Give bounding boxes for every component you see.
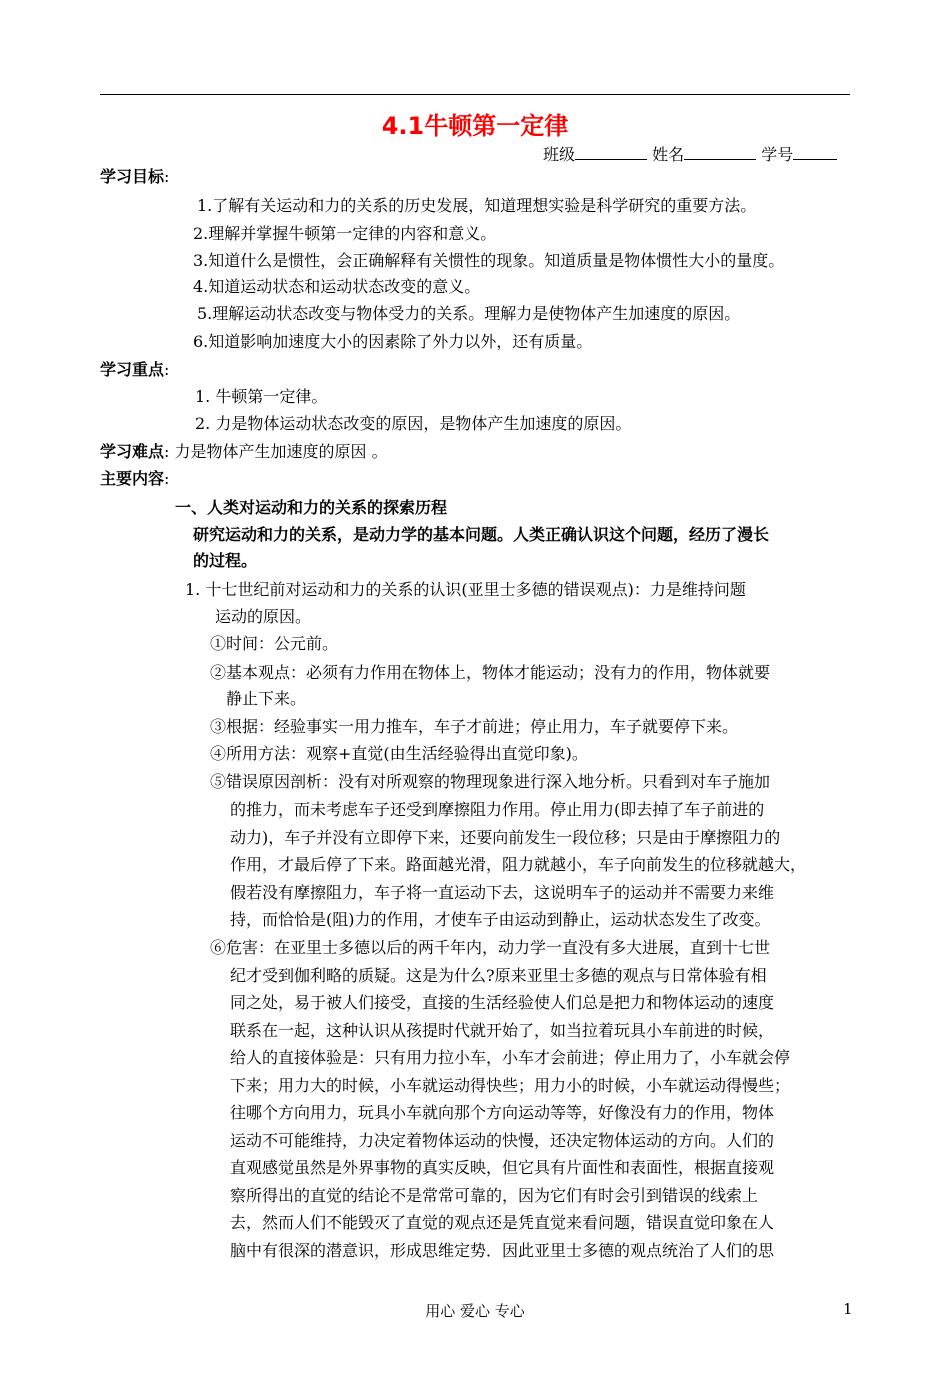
sub-item-line: 往哪个方向用力，玩具小车就向那个方向运动等等，好像没有力的作用，物体: [230, 1103, 775, 1122]
objective-item: 6.知道影响加速度大小的因素除了外力以外，还有质量。: [193, 332, 593, 351]
sub-item-line: 静止下来。: [226, 689, 307, 708]
difficulty-line: [100, 441, 388, 463]
page-title: 4.1牛顿第一定律: [381, 112, 569, 140]
objectives-heading: 学习目标: [100, 167, 165, 186]
objective-item: 3.知道什么是惯性，会正确解释有关惯性的现象。知道质量是物体惯性大小的量度。: [193, 251, 785, 270]
sub-item-line: ④所用方法：观察+直觉(由生活经验得出直觉印象)。: [210, 744, 588, 763]
sub-item-line: 作用，才最后停了下来。路面越光滑，阻力就越小，车子向前发生的位移就越大，: [230, 855, 807, 874]
keypoint-item: 2. 力是物体运动状态改变的原因，是物体产生加速度的原因。: [195, 414, 632, 433]
objectives-colon: :: [164, 167, 170, 186]
sub-item-line: ⑥危害：在亚里士多德以后的两千年内，动力学一直没有多大进展，直到十七世: [210, 938, 771, 957]
sub-item-line: 持，而恰恰是(阻)力的作用，才使车子由运动到静止，运动状态发生了改变。: [230, 910, 771, 929]
main-heading-line: [100, 468, 169, 490]
header-rule: [100, 94, 850, 95]
sub-item-line: ⑤错误原因剖析：没有对所观察的物理现象进行深入地分析。只看到对车子施加: [210, 772, 771, 791]
item1-line: 运动的原因。: [215, 607, 312, 626]
objective-item: 2.理解并掌握牛顿第一定律的内容和意义。: [193, 224, 497, 243]
class-label: 班级: [543, 145, 576, 164]
sub-item-line: 直观感觉虽然是外界事物的真实反映，但它具有片面性和表面性，根据直接观: [230, 1158, 775, 1177]
difficulty-text: : 力是物体产生加速度的原因 。: [164, 442, 388, 461]
footer-motto: 用心 爱心 专心: [425, 1302, 525, 1320]
objective-item: 5.理解运动状态改变与物体受力的关系。理解力是使物体产生加速度的原因。: [197, 304, 741, 323]
page-number: 1: [843, 1300, 853, 1318]
sub-item-line: ③根据：经验事实一用力推车，车子才前进；停止用力，车子就要停下来。: [210, 717, 739, 736]
keypoints-colon: :: [164, 360, 170, 379]
sub-item-line: 动力)，车子并没有立即停下来，还要向前发生一段位移；只是由于摩擦阻力的: [230, 828, 781, 847]
keypoint-item: 1. 牛顿第一定律。: [195, 387, 328, 406]
sub-item-line: 假若没有摩擦阻力，车子将一直运动下去，这说明车子的运动并不需要力来维: [230, 883, 775, 902]
sub-item-line: 同之处，易于被人们接受，直接的生活经验使人们总是把力和物体运动的速度: [230, 993, 775, 1012]
intro-line: 研究运动和力的关系，是动力学的基本问题。人类正确认识这个问题，经历了漫长: [193, 525, 770, 544]
sub-item-line: 的推力，而未考虑车子还受到摩擦阻力作用。停止用力(即去掉了车子前进的: [230, 800, 765, 819]
sub-item-line: 去，然而人们不能毁灭了直觉的观点还是凭直觉来看问题，错误直觉印象在人: [230, 1213, 775, 1232]
main-heading: 主要内容: [100, 469, 165, 488]
difficulty-heading: 学习难点: [100, 442, 165, 461]
id-blank[interactable]: [793, 145, 837, 160]
sub-item-line: 运动不可能维持，力决定着物体运动的快慢，还决定物体运动的方向。人们的: [230, 1131, 775, 1150]
keypoints-heading: 学习重点: [100, 360, 165, 379]
sub-item-line: 下来；用力大的时候，小车就运动得快些；用力小的时候，小车就运动得慢些；: [230, 1076, 791, 1095]
section-title: 一、人类对运动和力的关系的探索历程: [175, 498, 448, 517]
sub-item-line: ②基本观点：必须有力作用在物体上，物体才能运动；没有力的作用，物体就要: [210, 663, 771, 682]
main-colon: :: [164, 469, 170, 488]
intro-line: 的过程。: [193, 551, 258, 570]
name-label: 姓名: [652, 145, 685, 164]
objective-item: 4.知道运动状态和运动状态改变的意义。: [193, 277, 481, 296]
sub-item-line: ①时间：公元前。: [210, 634, 339, 653]
objectives-heading-line: [100, 166, 169, 188]
student-info-fields: [543, 142, 837, 165]
name-blank[interactable]: [684, 145, 756, 160]
class-blank[interactable]: [575, 145, 647, 160]
sub-item-line: 察所得出的直觉的结论不是常常可靠的，因为它们有时会引到错误的线索上: [230, 1186, 759, 1205]
sub-item-line: 联系在一起，这种认识从孩提时代就开始了，如当拉着玩具小车前进的时候，: [230, 1021, 775, 1040]
id-label: 学号: [761, 145, 794, 164]
sub-item-line: 给人的直接体验是：只有用力拉小车，小车才会前进；停止用力了，小车就会停: [230, 1048, 791, 1067]
sub-item-line: 脑中有很深的潜意识，形成思维定势．因此亚里士多德的观点统治了人们的思: [230, 1241, 775, 1260]
item1-line: 1. 十七世纪前对运动和力的关系的认识(亚里士多德的错误观点)：力是维持问题: [185, 580, 746, 599]
keypoints-heading-line: [100, 359, 169, 381]
objective-item: 1.了解有关运动和力的关系的历史发展，知道理想实验是科学研究的重要方法。: [197, 196, 757, 215]
sub-item-line: 纪才受到伽利略的质疑。这是为什么?原来亚里士多德的观点与日常体验有相: [230, 966, 767, 985]
